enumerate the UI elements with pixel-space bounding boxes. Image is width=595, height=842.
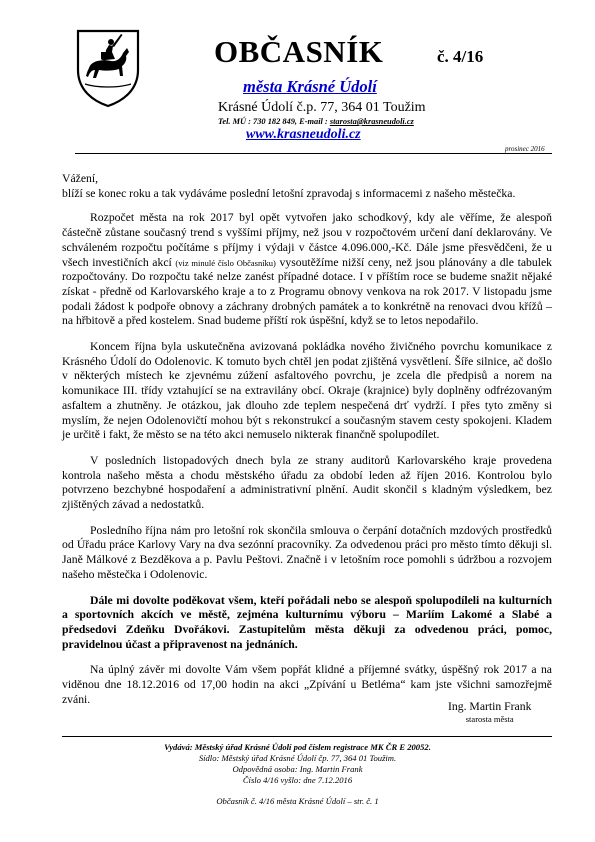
closing-paragraph: Na úplný závěr mi dovolte Vám všem popřát klidné a příjemné svátky, úspěšný rok 2017 a na viděnou dne 18.12.2016 od 17,00 hodin na akci „Zpívání u Betléma“ kam jste všichni samozřejmě zváni. bbox=[62, 663, 552, 706]
footer-published: Číslo 4/16 vyšlo: dne 7.12.2016 bbox=[242, 775, 353, 785]
website-link[interactable]: www.krasneudoli.cz bbox=[246, 127, 361, 142]
signature-block bbox=[448, 700, 531, 724]
road-paragraph: Koncem října byla uskutečněna avizovaná pokládka nového živičného povrchu komunikace z Krásného Údolí do Odolenovic. K tomuto bych chtěl jen podat zjištěná vysvětlení. Šíře silnice, ač došlo v některých místech ke zjevnému zúžení asfaltového povrchu, je zcela dle předpisů a norem na komunikace III. třídy vztahující se na extravilány obcí. Okraje (krajnice) byly doplněny odfrézovaným asfaltem a zhutněny. Je otázkou, jak dlouho zde teplem nespečená drť vydrží. I přes tyto změny si myslím, že nejen Odolenovičtí mohou být s rekonstrukcí a současným stavem cesty spokojeni. Kladem je určitě i fakt, že město se na této akci nemuselo nikterak finančně spolupodílet. bbox=[62, 340, 552, 442]
thanks-paragraph: Dále mi dovolte poděkovat všem, kteří pořádali nebo se alespoň spolupodíleli na kulturních a sportovních akcích ve městě, zejména kulturnímu výboru – Mariím Lakomé a Slabé a předsedovi Zdeňku Dvořákovi. Zastupitelům města děkuji za odvedenou práci, pomoc, pravidelnou účast a připravenost na jednáních. bbox=[62, 593, 552, 651]
signature-role: starosta města bbox=[465, 714, 514, 724]
town-crest-icon bbox=[75, 28, 141, 108]
budget-paragraph bbox=[62, 211, 552, 329]
footer-divider bbox=[62, 736, 552, 737]
newsletter-title: OBČASNÍK bbox=[214, 34, 384, 69]
budget-note: (viz minulé číslo Občasníku) bbox=[175, 257, 276, 268]
salutation: Vážení, bbox=[62, 172, 99, 185]
budget-text-a: Rozpočet města na rok 2017 byl opět vytvořen jako schodkový, kdy ale věříme, že alespoň částečně zůstane současný trend s vyššími příjmy, než jsou v rozpočtovém určení daní deklarovány. Ve schváleném rozpočtu počítáme s příjmy i výdaji v částce 4.096.000,-Kč. Dále jsme přesvědčeni, že u všech investičních akcí bbox=[62, 211, 552, 269]
footer-responsible: Odpovědná osoba: Ing. Martin Frank bbox=[232, 764, 363, 774]
issue-number: č. 4/16 bbox=[437, 47, 484, 66]
town-name-link[interactable]: města Krásné Údolí bbox=[243, 77, 377, 96]
contact-line bbox=[218, 117, 414, 126]
phone-text: Tel. MÚ : 730 182 849, E-mail : bbox=[218, 117, 330, 126]
signature-name: Ing. Martin Frank bbox=[448, 700, 532, 713]
workers-paragraph: Posledního října nám pro letošní rok skončila smlouva o čerpání dotačních mzdových prostředků od Úřadu práce Karlovy Vary na dva sezónní pracovníky. Za odvedenou práci pro město tímto děkuji sl. Janě Málkové z Bezděkova a p. Pavlu Peštovi. Značně i v letošním roce pomohli s údržbou a rozvojem našeho městečka i Odolenovic. bbox=[62, 523, 552, 581]
email-link[interactable]: starosta@krasneudoli.cz bbox=[329, 117, 414, 126]
intro-paragraph: blíží se konec roku a tak vydáváme poslední letošní zpravodaj s informacemi z našeho městečka. bbox=[62, 186, 516, 200]
footer-publisher: Vydává: Městský úřad Krásné Údolí pod číslem registrace MK ČR E 20052. bbox=[164, 742, 431, 752]
letter-body bbox=[62, 172, 552, 719]
footer-page-number: Občasník č. 4/16 města Krásné Údolí – str. č. 1 bbox=[216, 796, 379, 806]
audit-paragraph: V posledních listopadových dnech byla ze strany auditorů Karlovarského kraje provedena kontrola našeho města a chodu městského úřadu za období leden až říjen 2016. Kontrolou bylo potvrzeno bezchybné hospodaření a administrativní plnění. Audit skončil s kladným výsledkem, bez zjištěných závad a nedostatků. bbox=[62, 453, 552, 512]
footer bbox=[0, 742, 595, 807]
footer-seat: Sídlo: Městský úřad Krásné Údolí čp. 77, 364 01 Toužim. bbox=[198, 753, 397, 763]
town-address: Krásné Údolí č.p. 77, 364 01 Toužim bbox=[218, 100, 426, 115]
header-divider bbox=[75, 153, 552, 154]
issue-date: prosinec 2016 bbox=[505, 145, 545, 153]
budget-text-b: vysoutěžíme nižší ceny, než jsou plánovány a dle tabulek rozpočtovány. Do rozpočtu také nelze zanést případné dotace. I v příštím roce se budeme snažit nějaké získat - předně od Karlovarského kraje a to z Programu obnovy venkova na rok 2017. V listopadu jsme podali žádost k podpoře obnovy a záchrany drobných památek a to konkrétně na renovaci dvou křížů – na hřbitově a před kostelem. Snad budeme příští rok úspěšní, když se to letos nepodařilo. bbox=[62, 255, 552, 328]
